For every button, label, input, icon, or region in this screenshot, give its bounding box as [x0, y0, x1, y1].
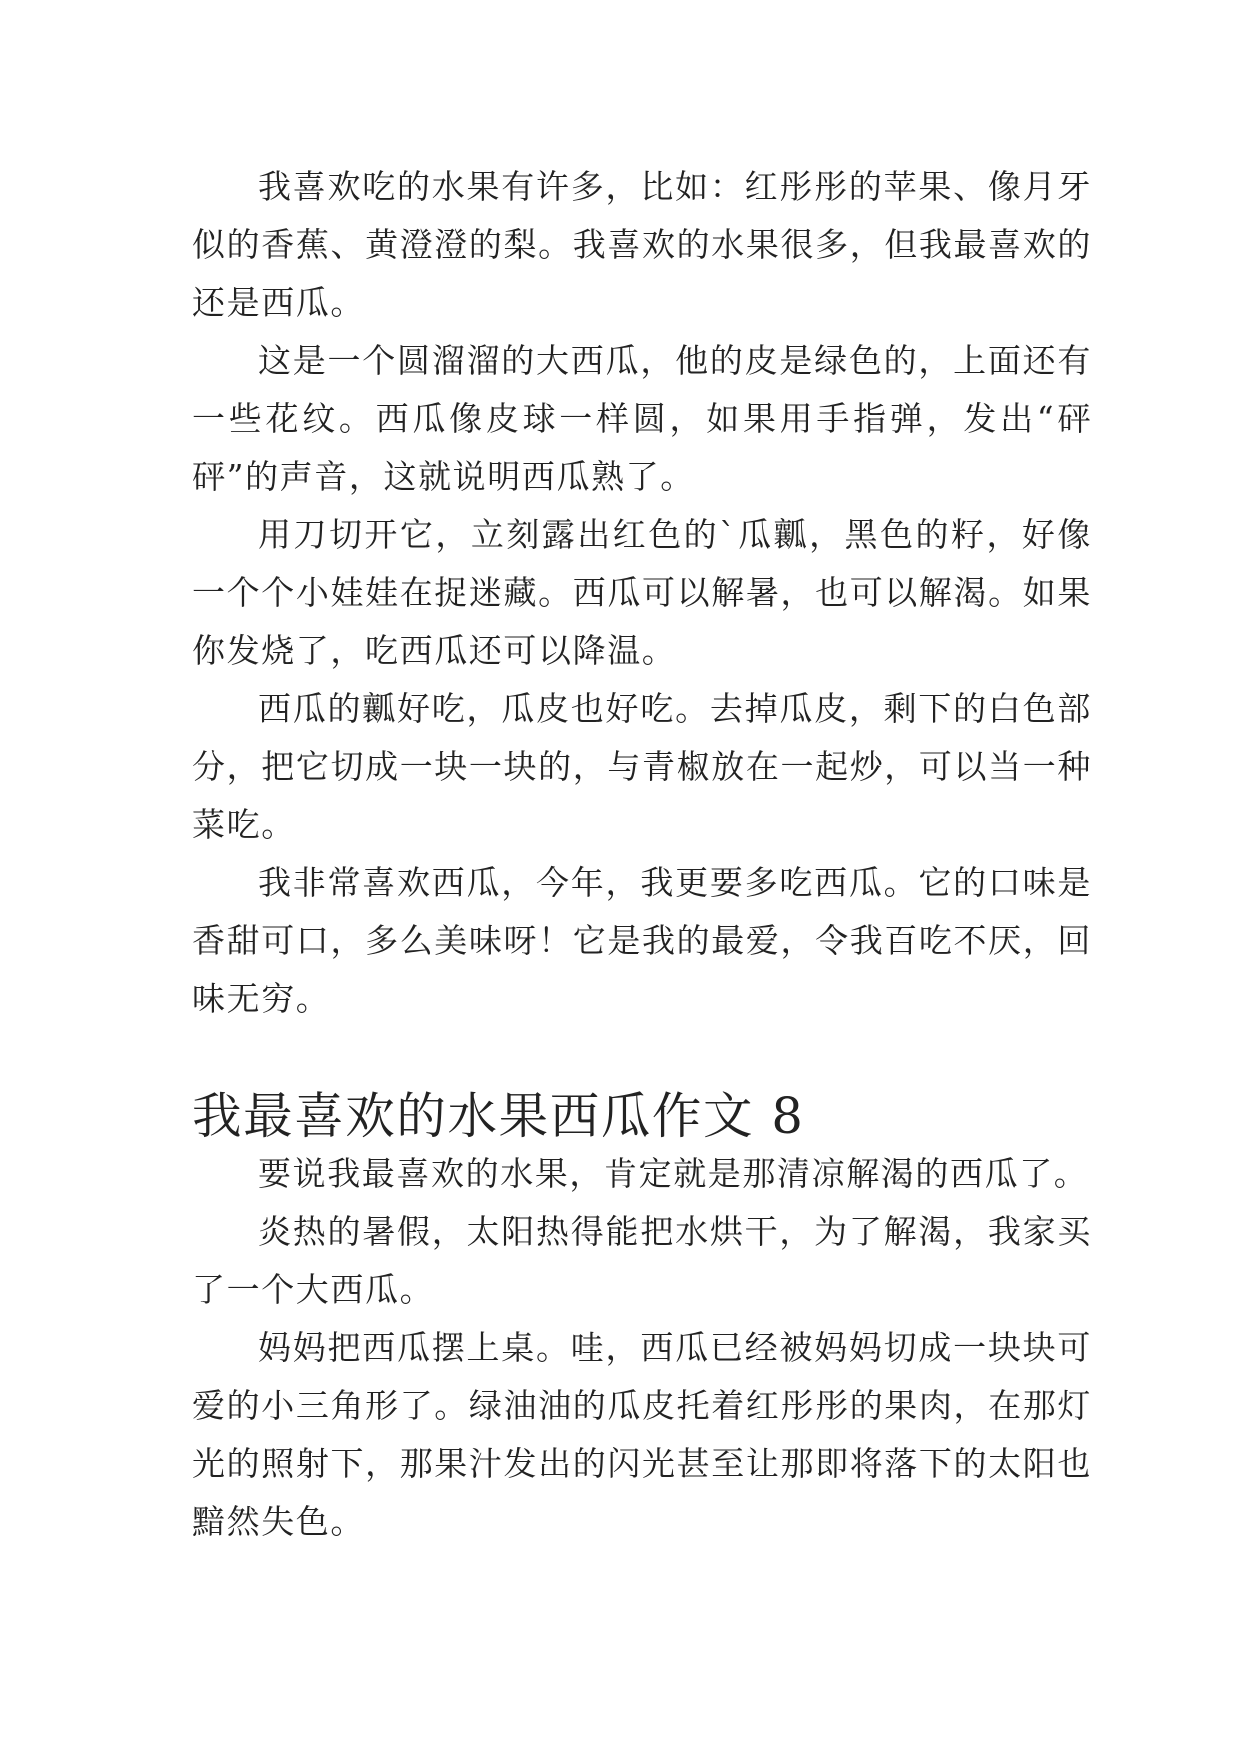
paragraph: 这是一个圆溜溜的大西瓜，他的皮是绿色的，上面还有一些花纹。西瓜像皮球一样圆，如果用手指弹，发出“砰砰”的声音，这就说明西瓜熟了。: [192, 341, 1092, 496]
document-body: [192, 158, 1092, 1551]
paragraph: 要说我最喜欢的水果，肯定就是那清凉解渴的西瓜了。: [258, 1154, 1089, 1193]
paragraph: 妈妈把西瓜摆上桌。哇，西瓜已经被妈妈切成一块块可爱的小三角形了。绿油油的瓜皮托着红彤彤的果肉，在那灯光的照射下，那果汁发出的闪光甚至让那即将落下的太阳也黯然失色。: [192, 1328, 1092, 1541]
paragraph: 用刀切开它，立刻露出红色的`瓜瓤，黑色的籽，好像一个个小娃娃在捉迷藏。西瓜可以解暑，也可以解渴。如果你发烧了，吃西瓜还可以降温。: [192, 515, 1092, 670]
paragraph: 炎热的暑假，太阳热得能把水烘干，为了解渴，我家买了一个大西瓜。: [192, 1212, 1092, 1309]
section-title: 我最喜欢的水果西瓜作文 8: [192, 1087, 805, 1145]
paragraph: 我非常喜欢西瓜，今年，我更要多吃西瓜。它的口味是香甜可口，多么美味呀！它是我的最爱，令我百吃不厌，回味无穷。: [192, 863, 1092, 1018]
paragraph: 西瓜的瓤好吃，瓜皮也好吃。去掉瓜皮，剩下的白色部分，把它切成一块一块的，与青椒放在一起炒，可以当一种菜吃。: [192, 689, 1092, 844]
paragraph: 我喜欢吃的水果有许多，比如：红彤彤的苹果、像月牙似的香蕉、黄澄澄的梨。我喜欢的水果很多，但我最喜欢的还是西瓜。: [192, 167, 1092, 322]
